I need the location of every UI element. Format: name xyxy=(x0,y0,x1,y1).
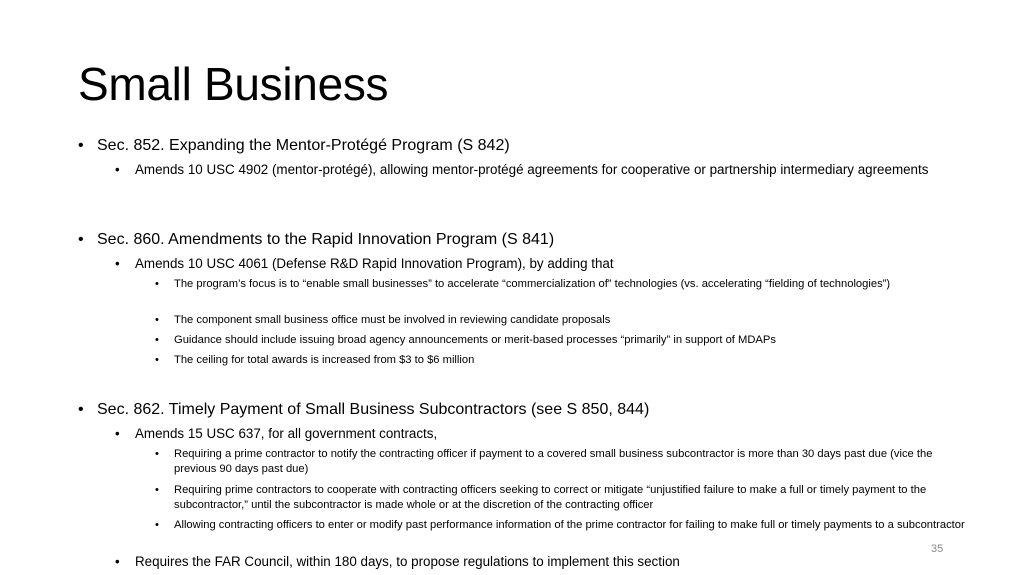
sub-bullet-text: The component small business office must be involved in reviewing candidate proposals xyxy=(174,314,611,326)
bullet-item xyxy=(115,161,965,178)
bullet-icon: • xyxy=(155,354,159,366)
bullet-icon: • xyxy=(155,314,159,326)
bullet-icon: • xyxy=(155,519,159,531)
sub-bullet-item xyxy=(155,483,965,513)
bullet-icon: • xyxy=(78,401,84,418)
section-heading-text: Sec. 852. Expanding the Mentor-Protégé Program (S 842) xyxy=(97,137,510,154)
bullet-item xyxy=(115,425,965,442)
sub-bullet-item xyxy=(155,313,965,328)
bullet-icon: • xyxy=(78,137,84,154)
page-number: 35 xyxy=(931,543,944,555)
sub-bullet-item xyxy=(155,518,965,533)
sub-bullet-text: Requiring a prime contractor to notify the contracting officer if payment to a covered small business subcontractor is more than 30 days past due (vice the previous 90 days past due) xyxy=(174,448,933,475)
bullet-icon: • xyxy=(115,162,120,177)
bullet-icon: • xyxy=(78,231,84,248)
bullet-item-text: Amends 15 USC 637, for all government contracts, xyxy=(135,426,438,441)
sub-bullet-item xyxy=(155,447,965,477)
bullet-icon: • xyxy=(155,278,159,290)
bullet-item-text: Requires the FAR Council, within 180 days, to propose regulations to implement this section xyxy=(135,554,680,569)
sub-bullet-text: The program’s focus is to “enable small businesses” to accelerate “commercialization of” technologies (vs. accelerating “fielding of technologies”) xyxy=(174,278,891,290)
bullet-icon: • xyxy=(115,426,120,441)
bullet-icon: • xyxy=(115,256,120,271)
bullet-item-text: Amends 10 USC 4061 (Defense R&D Rapid Innovation Program), by adding that xyxy=(135,256,614,271)
bullet-item xyxy=(115,255,965,272)
section-heading-text: Sec. 862. Timely Payment of Small Business Subcontractors (see S 850, 844) xyxy=(97,401,650,418)
slide-title: Small Business xyxy=(78,58,389,110)
sub-bullet-text: Requiring prime contractors to cooperate with contracting officers seeking to correct or mitigate “unjustified failure to make a full or timely payment to the subcontractor,” until the subcontractor is made whole or at the discretion of the contracting officer xyxy=(174,484,927,511)
sub-bullet-text: Guidance should include issuing broad agency announcements or merit-based processes “primarily” in support of MDAPs xyxy=(174,334,776,346)
sub-bullet-item xyxy=(155,277,965,292)
bullet-item xyxy=(115,553,965,570)
sub-bullet-item xyxy=(155,333,965,348)
section-heading-text: Sec. 860. Amendments to the Rapid Innovation Program (S 841) xyxy=(97,231,555,248)
bullet-icon: • xyxy=(115,554,120,569)
bullet-icon: • xyxy=(155,448,159,460)
sub-bullet-text: The ceiling for total awards is increased from $3 to $6 million xyxy=(174,354,475,366)
sub-bullet-text: Allowing contracting officers to enter or modify past performance information of the prime contractor for failing to make full or timely payments to a subcontractor xyxy=(174,519,965,531)
sub-bullet-item xyxy=(155,353,965,368)
bullet-icon: • xyxy=(155,484,159,496)
bullet-item-text: Amends 10 USC 4902 (mentor-protégé), allowing mentor-protégé agreements for cooperative or partnership intermediary agreements xyxy=(135,162,929,177)
bullet-icon: • xyxy=(155,334,159,346)
section-heading xyxy=(78,136,958,156)
section-heading xyxy=(78,400,958,420)
section-heading xyxy=(78,230,958,250)
